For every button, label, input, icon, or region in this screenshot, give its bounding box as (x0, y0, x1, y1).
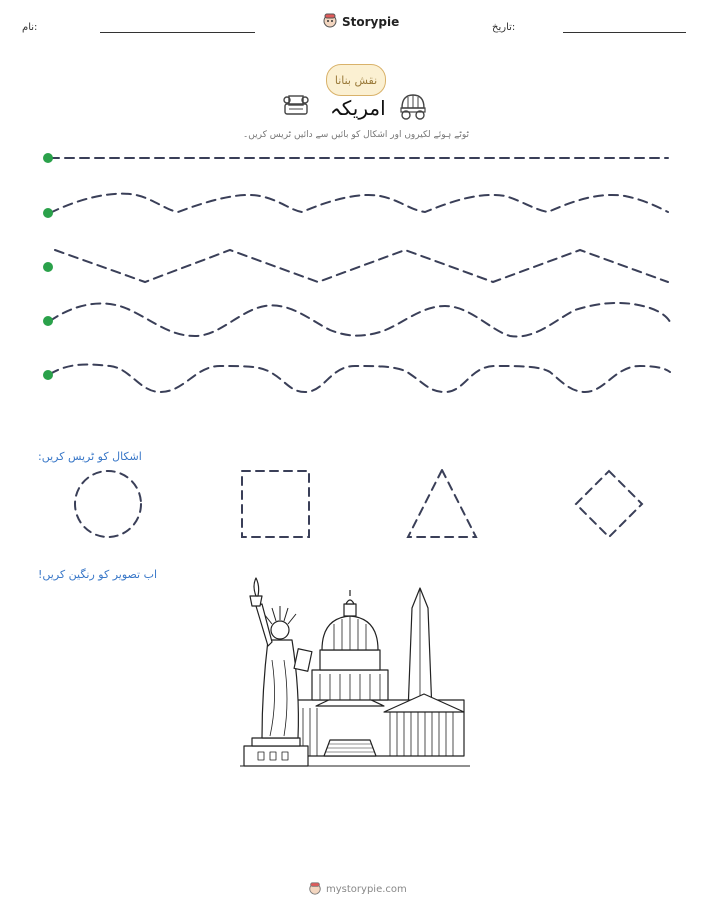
start-dot-2 (43, 208, 53, 218)
activity-badge: نقش بنانا (326, 64, 386, 96)
washington-monument-icon (408, 588, 432, 712)
trace-shape-circle (75, 471, 141, 537)
color-section-label: اب تصویر کو رنگین کریں! (38, 568, 158, 581)
footer (308, 881, 407, 898)
instruction-text: ٹوٹے ہوئے لکیروں اور اشکال کو بائیں سے دائیں ٹریس کریں۔ (242, 130, 470, 140)
trace-shape-square (242, 471, 309, 537)
start-dot-1 (43, 153, 53, 163)
start-dot-4 (43, 316, 53, 326)
trace-shape-triangle (408, 470, 476, 537)
name-label: نام: (22, 22, 38, 33)
start-dot-5 (43, 370, 53, 380)
shapes-section-label: اشکال کو ٹریس کریں: (38, 450, 142, 463)
start-dot-3 (43, 262, 53, 272)
date-label: تاریخ: (492, 22, 516, 33)
trace-line-gentle-wave (50, 194, 668, 213)
brand-name: Storypie (342, 14, 400, 29)
capitol-building-icon (296, 590, 464, 756)
storypie-footer-icon (308, 881, 322, 898)
coloring-picture (240, 578, 470, 766)
page-title: امریکہ (330, 96, 386, 120)
trace-shape-diamond (576, 471, 642, 537)
footer-url[interactable]: mystorypie.com (326, 884, 407, 895)
trace-line-zigzag (55, 250, 668, 282)
trace-line-wave (50, 303, 670, 337)
trace-line-deep-wave (50, 364, 670, 392)
